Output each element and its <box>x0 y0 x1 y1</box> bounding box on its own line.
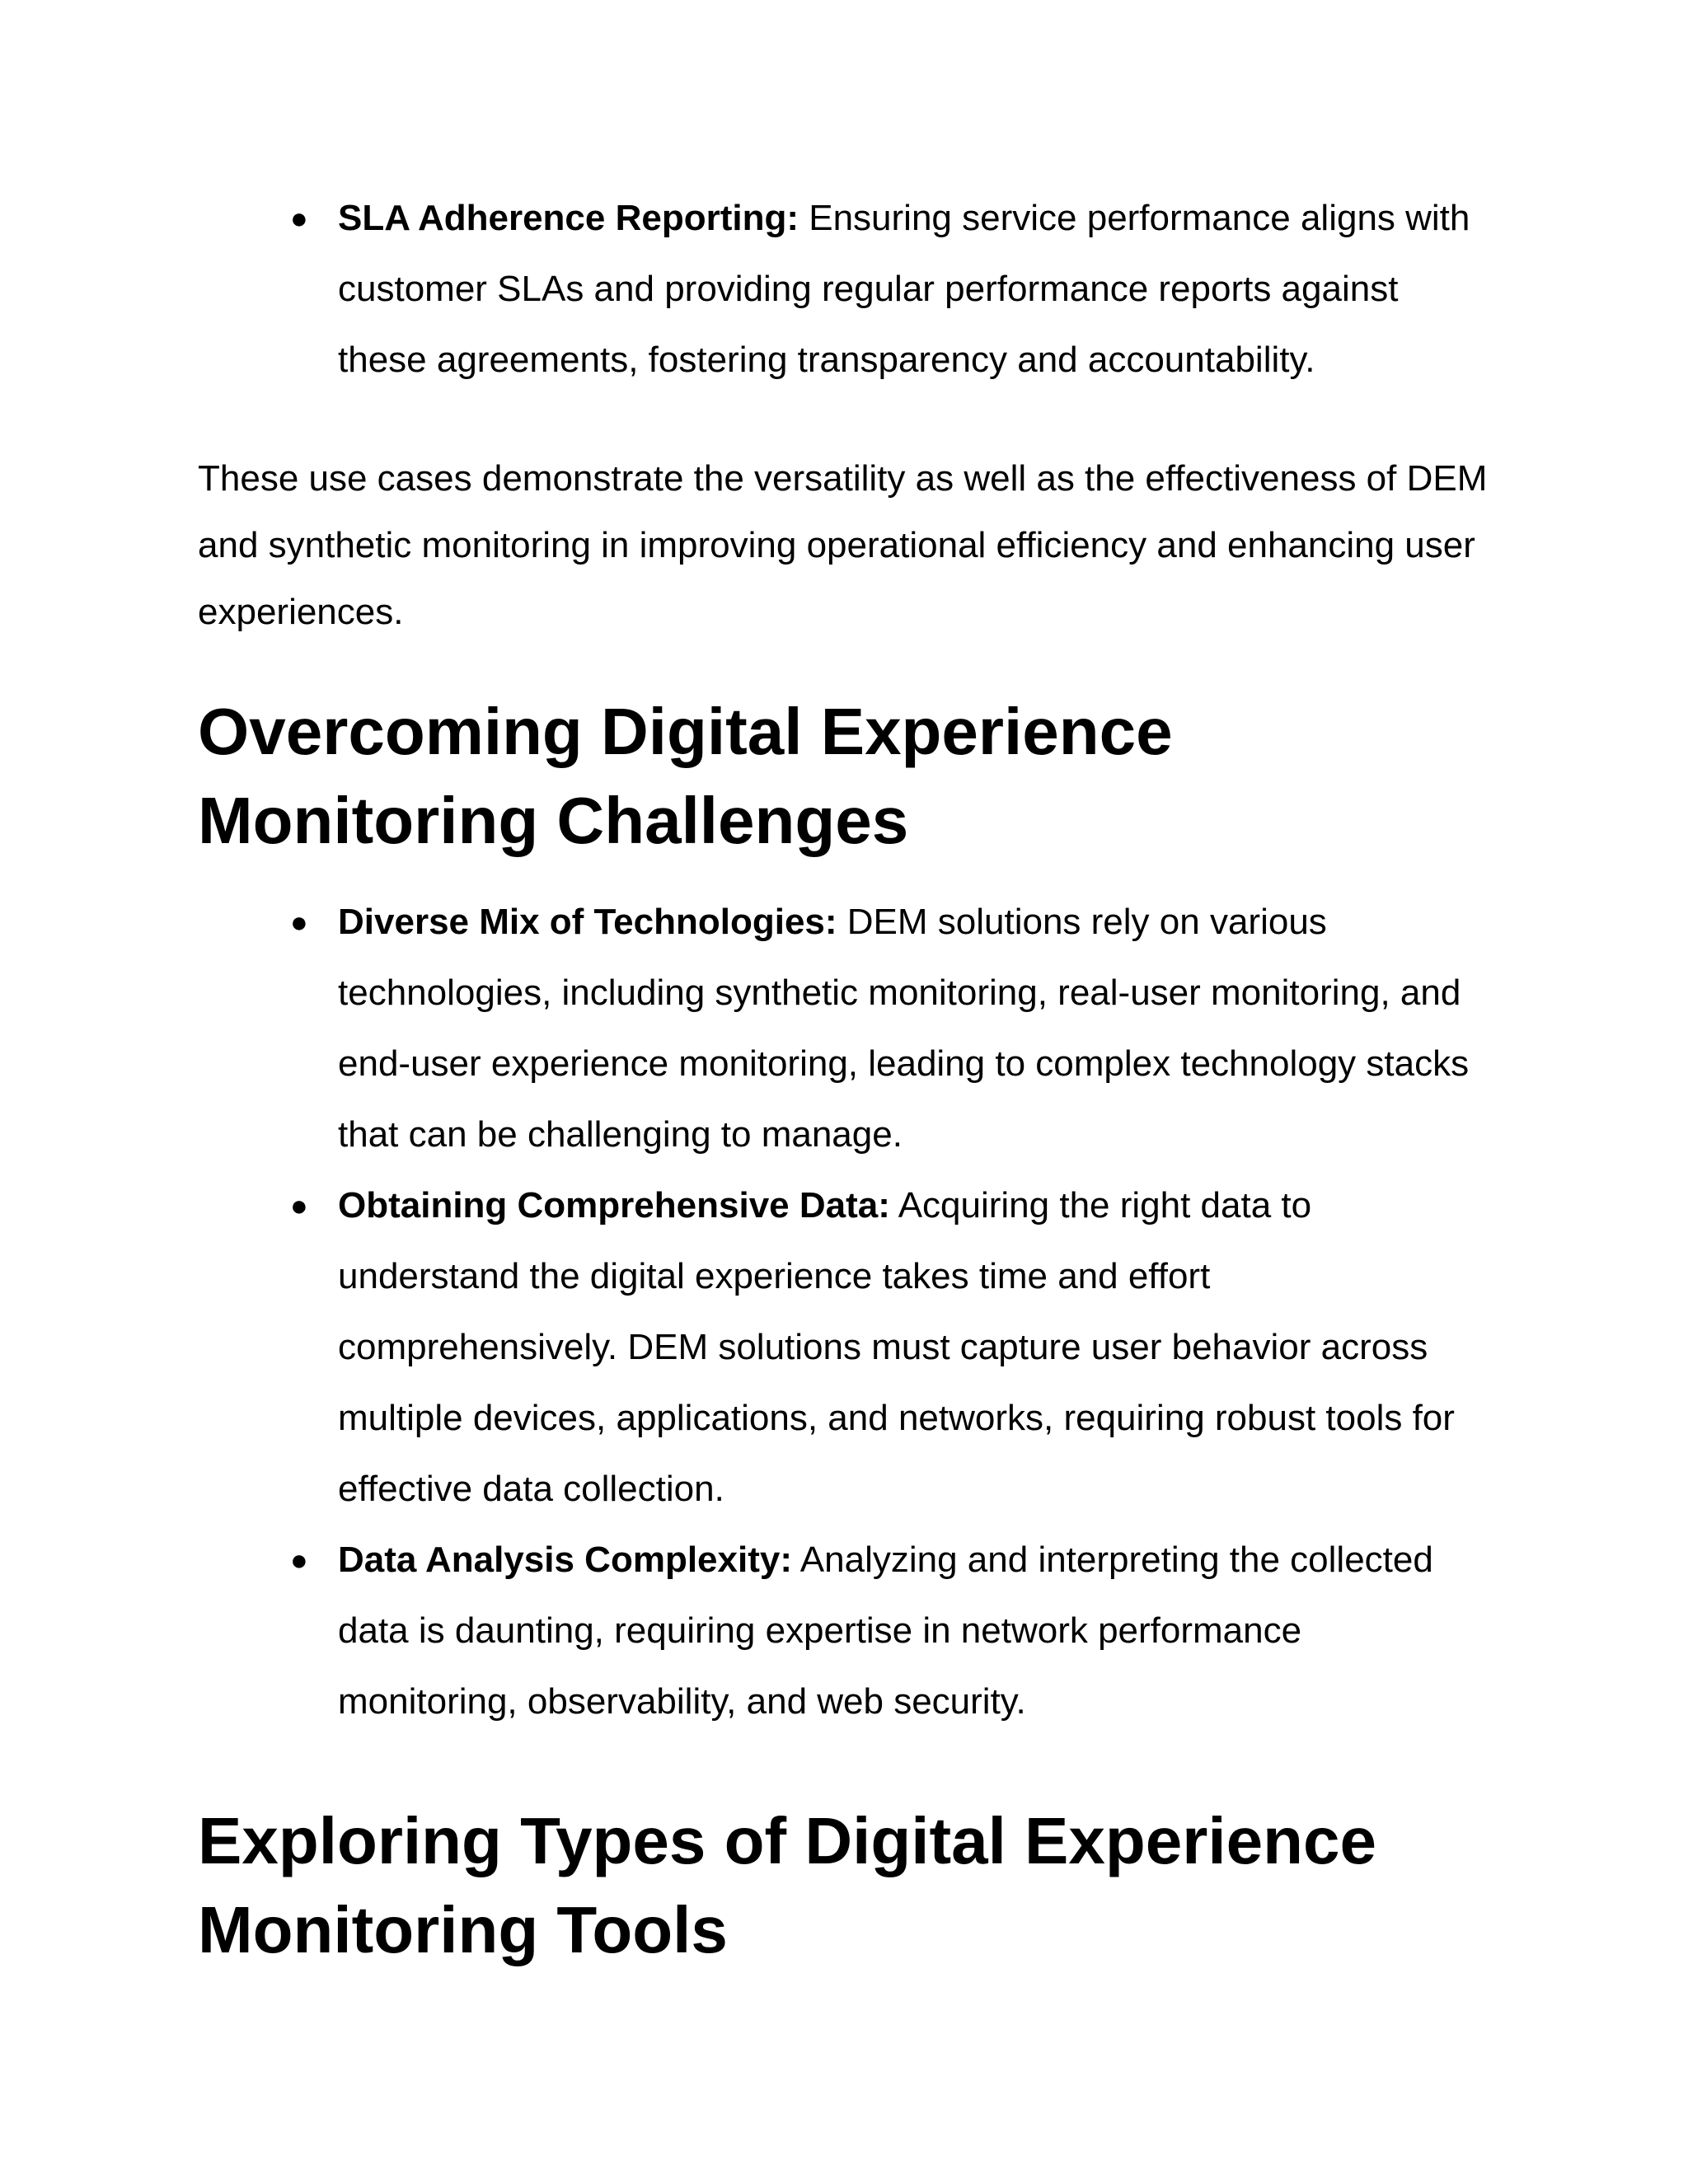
list-item-data-analysis <box>0 1525 1475 1737</box>
list-item-text: Analyzing and interpreting the collected data is daunting, requiring expertise in network performance monitoring, observability, and web security. <box>338 1540 1433 1722</box>
list-item-lead: Data Analysis Complexity: <box>338 1540 792 1580</box>
list-item-comprehensive-data <box>0 1170 1475 1525</box>
bullet-icon: ● <box>290 1543 308 1577</box>
body-paragraph: These use cases demonstrate the versatility as well as the effectiveness of DEM and synthetic monitoring in improving operational efficiency and enhancing user experiences. <box>198 458 1488 632</box>
heading-line: Monitoring Challenges <box>198 784 909 857</box>
heading-line: Monitoring Tools <box>198 1893 728 1966</box>
section-heading-challenges <box>198 687 1517 865</box>
heading-line: Overcoming Digital Experience <box>198 695 1173 768</box>
heading-line: Exploring Types of Digital Experience <box>198 1804 1376 1877</box>
bullet-icon: ● <box>290 905 308 939</box>
bullet-icon: ● <box>290 1188 308 1222</box>
list-item-text: Acquiring the right data to understand the digital experience takes time and effort comprehensively. DEM solutions must capture user behavior across multiple devices, applications, and networks, requiring robust tools for effective data collection. <box>338 1185 1455 1509</box>
list-item-lead: Obtaining Comprehensive Data: <box>338 1185 890 1226</box>
list-item-sla-adherence <box>0 183 1475 396</box>
list-item-diverse-technologies <box>0 887 1475 1170</box>
section-heading-tool-types <box>198 1797 1517 1975</box>
use-case-bullet-list <box>0 183 1475 396</box>
list-item-text: Ensuring service performance aligns with customer SLAs and providing regular performance reports against these agreements, fostering transparency and accountability. <box>338 198 1470 380</box>
list-item-text: DEM solutions rely on various technologies, including synthetic monitoring, real-user monitoring, and end-user experience monitoring, leading to complex technology stacks that can be challenging to manage. <box>338 902 1470 1155</box>
bullet-icon: ● <box>290 201 308 235</box>
list-item-lead: SLA Adherence Reporting: <box>338 198 799 238</box>
challenges-bullet-list <box>0 887 1475 1737</box>
list-item-lead: Diverse Mix of Technologies: <box>338 902 837 942</box>
